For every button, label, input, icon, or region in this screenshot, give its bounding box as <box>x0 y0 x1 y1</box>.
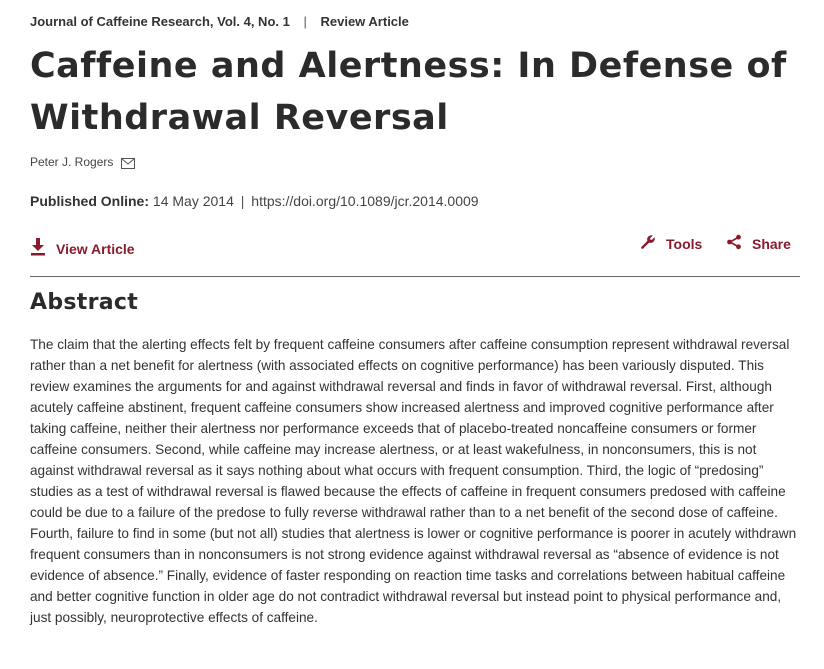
share-button[interactable] <box>726 234 791 253</box>
published-separator: | <box>240 193 245 209</box>
published-label: Published Online: <box>30 193 150 209</box>
author-name[interactable]: Peter J. Rogers <box>30 155 114 169</box>
author-list <box>30 155 135 172</box>
envelope-icon[interactable] <box>121 158 135 172</box>
publication-info <box>30 193 479 209</box>
view-article-button[interactable] <box>30 238 135 259</box>
article-actions <box>0 232 824 262</box>
journal-separator: | <box>303 14 307 29</box>
view-article-label: View Article <box>56 240 135 257</box>
abstract-heading: Abstract <box>30 290 139 315</box>
share-label: Share <box>752 235 791 252</box>
tools-label: Tools <box>666 235 703 252</box>
published-date: 14 May 2014 <box>152 193 234 209</box>
article-title: Caffeine and Alertness: In Defense of Withdrawal Reversal <box>30 46 787 138</box>
journal-volume[interactable]: Vol. 4, No. 1 <box>217 14 290 29</box>
section-divider <box>30 276 800 277</box>
wrench-icon <box>640 234 666 253</box>
article-type: Review Article <box>320 14 409 29</box>
doi-link[interactable]: https://doi.org/10.1089/jcr.2014.0009 <box>251 193 479 209</box>
journal-name[interactable]: Journal of Caffeine Research, <box>30 14 214 29</box>
share-icon <box>726 234 752 253</box>
download-icon <box>30 238 56 259</box>
tools-button[interactable] <box>640 234 702 253</box>
journal-header <box>30 14 409 29</box>
abstract-text: The claim that the alerting effects felt by frequent caffeine consumers after caffeine consumption represent withdrawal reversal rather than a net benefit for alertness (with associated effects on cognitive performance) has been variously disputed. This review examines the arguments for and against withdrawal reversal and finds in favor of withdrawal reversal. First, although acutely caffeine abstinent, frequent caffeine consumers show increased alertness and improved cognitive performance after taking caffeine, neither their alertness nor performance exceeds that of placebo-treated noncaffeine consumers or former caffeine consumers. Second, while caffeine may increase alertness, or at least wakefulness, in nonconsumers, this is not against withdrawal reversal as it says nothing about what occurs with frequent consumption. Third, the logic of “predosing” studies as a test of withdrawal reversal is flawed because the effects of caffeine in frequent consumers predosed with caffeine could be due to a failure of the predose to fully reverse withdrawal rather than to a net benefit of the second dose of caffeine. Fourth, failure to find in some (but not all) studies that alertness is lower or cognitive performance is poorer in acutely withdrawn frequent consumers than in nonconsumers is not strong evidence against withdrawal reversal as “absence of evidence is not evidence of absence.” Finally, evidence of faster responding on reaction time tasks and correlations between habitual caffeine and better cognitive function in older age do not contradict withdrawal reversal but instead point to physical performance and, just possibly, neuroprotective effects of caffeine. <box>30 337 797 625</box>
